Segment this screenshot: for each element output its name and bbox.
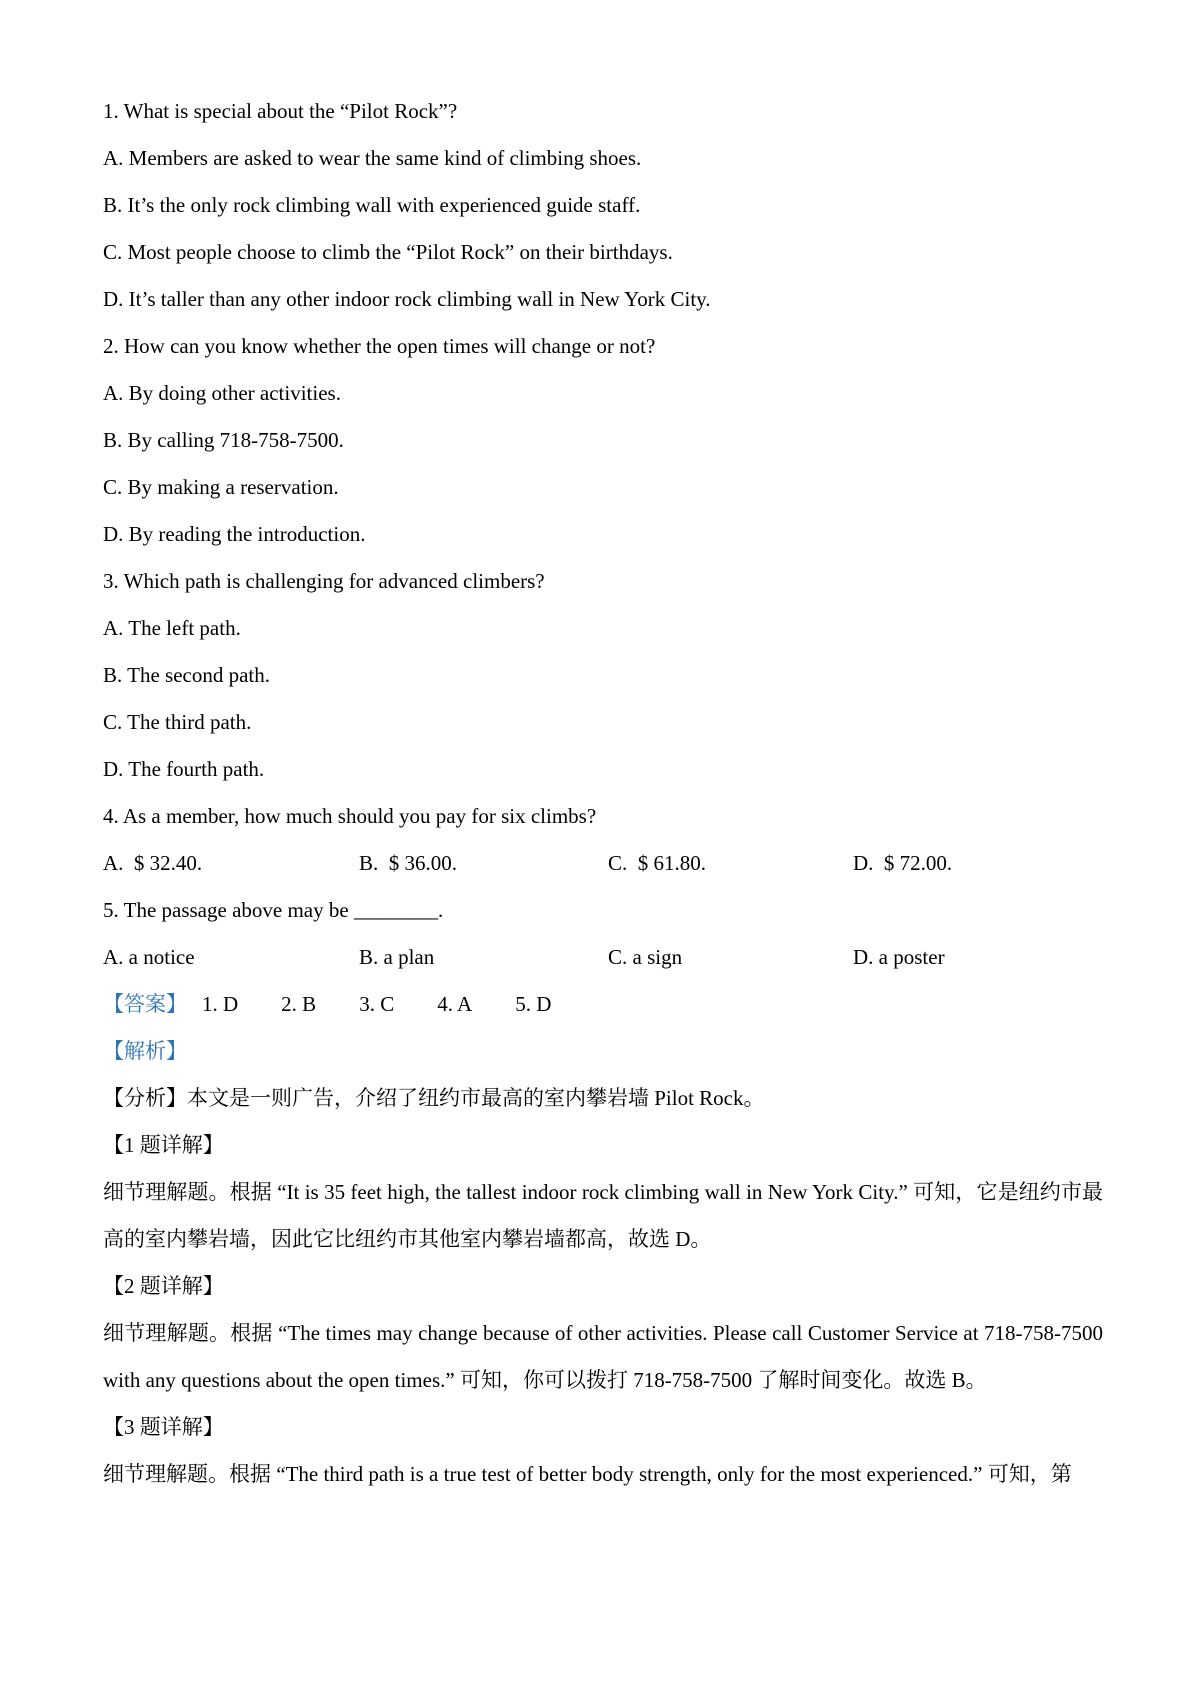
question-4-option-b: B. $ 36.00. bbox=[359, 851, 458, 875]
question-1-option-a: A. Members are asked to wear the same kind of climbing shoes. bbox=[103, 146, 642, 170]
fenxi-marker: 【分析】 bbox=[103, 1086, 187, 1110]
question-5-option-b: B. a plan bbox=[359, 945, 435, 969]
question-2-option-b: B. By calling 718-758-7500. bbox=[103, 428, 344, 452]
question-2-option-a: A. By doing other activities. bbox=[103, 381, 341, 405]
answer-item-5: 5. D bbox=[515, 992, 552, 1016]
question-1-option-d: D. It’s taller than any other indoor rock climbing wall in New York City. bbox=[103, 287, 711, 311]
question-5-stem: 5. The passage above may be ________. bbox=[103, 898, 444, 922]
explanation-3-heading: 【3 题详解】 bbox=[103, 1415, 224, 1439]
jiexi-marker: 【解析】 bbox=[103, 1039, 187, 1063]
question-3-option-a: A. The left path. bbox=[103, 616, 241, 640]
answer-item-3: 3. C bbox=[359, 992, 395, 1016]
answer-marker: 【答案】 bbox=[103, 992, 187, 1016]
question-5-option-a: A. a notice bbox=[103, 945, 195, 969]
explanation-2-body: 细节理解题。根据 “The times may change because of other activities. Please call Customer Service at 718-758-7500 with any questions about the open times.” 可知，你可以拨打 718-758-7500 了解时间变化。故选 B。 bbox=[103, 1321, 1103, 1392]
explanation-1-body: 细节理解题。根据 “It is 35 feet high, the tallest indoor rock climbing wall in New York City.” 可知，它是纽约市最高的室内攀岩墙，因此它比纽约市其他室内攀岩墙都高，故选 D。 bbox=[103, 1180, 1103, 1251]
question-2-option-c: C. By making a reservation. bbox=[103, 475, 339, 499]
answer-item-4: 4. A bbox=[437, 992, 473, 1016]
question-1-option-c: C. Most people choose to climb the “Pilot Rock” on their birthdays. bbox=[103, 240, 673, 264]
fenxi-overview-text: 本文是一则广告，介绍了纽约市最高的室内攀岩墙 Pilot Rock。 bbox=[187, 1086, 765, 1110]
document-body bbox=[103, 88, 1103, 1498]
question-3-option-d: D. The fourth path. bbox=[103, 757, 265, 781]
fenxi-line bbox=[103, 1075, 1103, 1122]
answer-item-1: 1. D bbox=[202, 992, 239, 1016]
question-1-stem: 1. What is special about the “Pilot Rock”? bbox=[103, 99, 458, 123]
question-2-stem: 2. How can you know whether the open times will change or not? bbox=[103, 334, 656, 358]
question-4-option-a: A. $ 32.40. bbox=[103, 851, 203, 875]
question-4-stem: 4. As a member, how much should you pay for six climbs? bbox=[103, 804, 597, 828]
question-3-stem: 3. Which path is challenging for advanced climbers? bbox=[103, 569, 545, 593]
question-4-option-d: D. $ 72.00. bbox=[853, 851, 953, 875]
question-5-option-d: D. a poster bbox=[853, 945, 945, 969]
question-4-option-c: C. $ 61.80. bbox=[608, 851, 707, 875]
question-5-options-row bbox=[103, 934, 1103, 981]
explanation-2-heading: 【2 题详解】 bbox=[103, 1274, 224, 1298]
explanation-3-body: 细节理解题。根据 “The third path is a true test of better body strength, only for the most experienced.” 可知，第 bbox=[103, 1462, 1072, 1486]
question-5-option-c: C. a sign bbox=[608, 945, 683, 969]
question-2-option-d: D. By reading the introduction. bbox=[103, 522, 366, 546]
explanation-1-heading: 【1 题详解】 bbox=[103, 1133, 224, 1157]
answer-line bbox=[103, 981, 1103, 1028]
question-3-option-b: B. The second path. bbox=[103, 663, 270, 687]
question-3-option-c: C. The third path. bbox=[103, 710, 252, 734]
question-4-options-row bbox=[103, 840, 1103, 887]
question-1-option-b: B. It’s the only rock climbing wall with experienced guide staff. bbox=[103, 193, 641, 217]
answer-item-2: 2. B bbox=[281, 992, 317, 1016]
